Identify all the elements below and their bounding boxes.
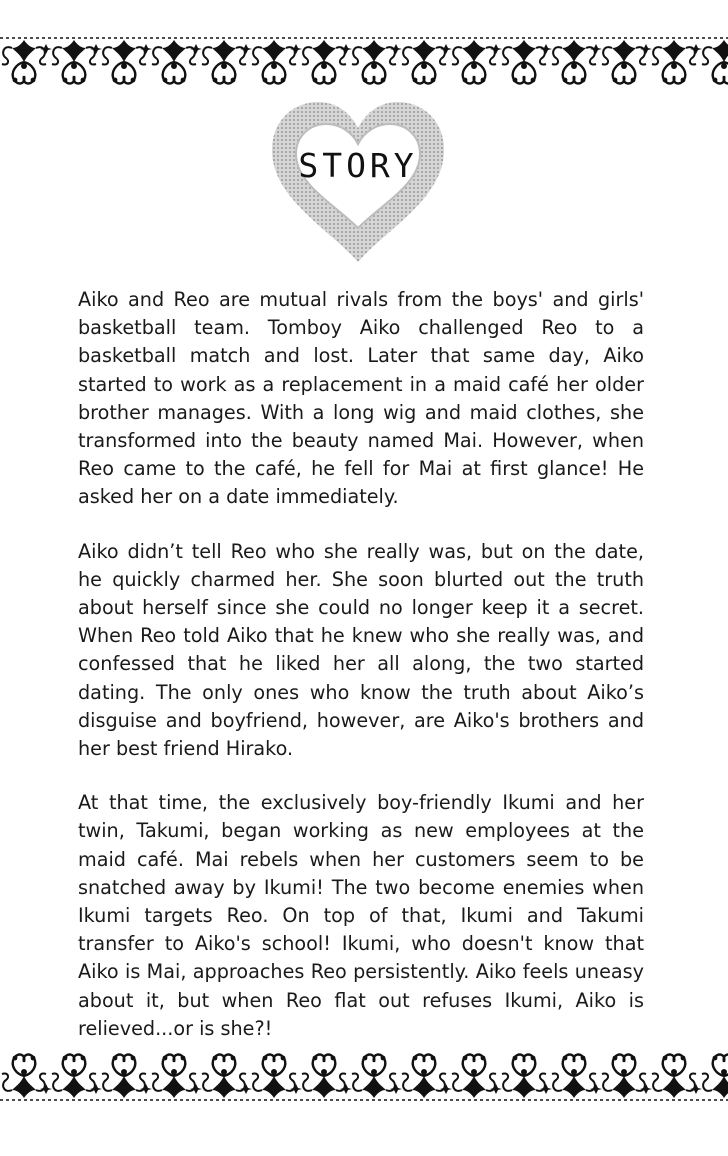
- top-ornamental-border: [0, 30, 728, 90]
- story-paragraph-3: At that time, the exclusively boy-friendly Ikumi and her twin, Takumi, began working as new employees at the maid café. Mai rebels when her customers seem to be snatched away by Ikumi! The two become enemies when Ikumi targets Reo. On top of that, Ikumi and Takumi transfer to Aiko's school! Ikumi, who doesn't know that Aiko is Mai, approaches Reo persistently. Aiko feels uneasy about it, but when Reo flat out refuses Ikumi, Aiko is relieved...or is she?!: [78, 791, 644, 1040]
- top-border-pattern: [0, 30, 728, 90]
- bottom-border-pattern: [0, 1048, 728, 1108]
- bottom-ornamental-border: [0, 1048, 728, 1108]
- story-body: [78, 286, 644, 1069]
- heart-title-badge: [268, 98, 448, 266]
- page-title: STORY: [298, 146, 418, 185]
- story-paragraph-1: Aiko and Reo are mutual rivals from the boys' and girls' basketball team. Tomboy Aiko challenged Reo to a basketball match and lost. Later that same day, Aiko started to work as a replacement in a maid café her older brother manages. With a long wig and maid clothes, she transformed into the beauty named Mai. However, when Reo came to the café, he fell for Mai at first glance! He asked her on a date immediately.: [78, 288, 644, 509]
- story-paragraph-2: Aiko didn’t tell Reo who she really was, but on the date, he quickly charmed her. She soon blurted out the truth about herself since she could no longer keep it a secret. When Reo told Aiko that he knew who she really was, and confessed that he liked her all along, the two started dating. The only ones who know the truth about Aiko’s disguise and boyfriend, however, are Aiko's brothers and her best friend Hirako.: [78, 539, 644, 761]
